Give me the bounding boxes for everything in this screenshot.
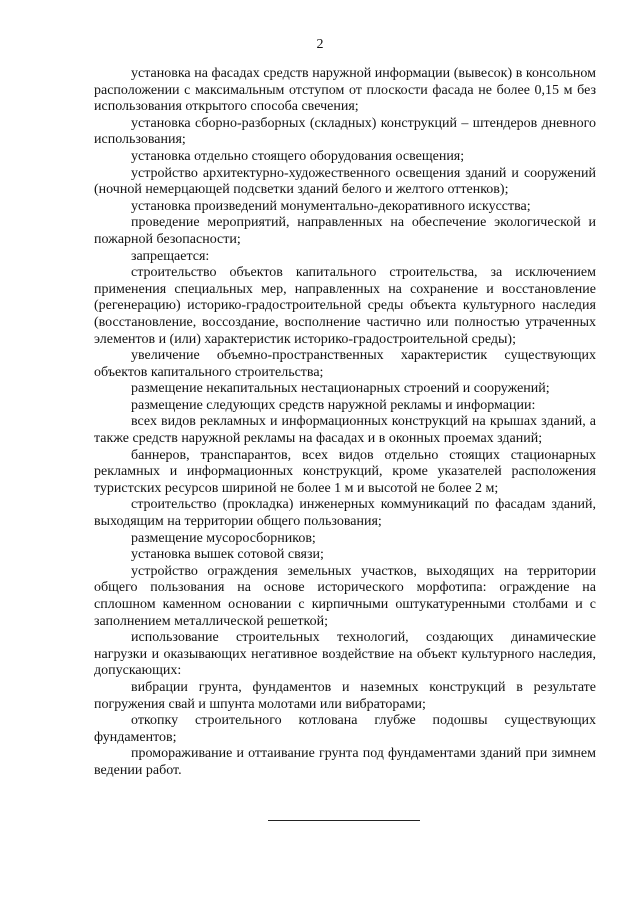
document-body: [94, 66, 596, 780]
paragraph: промораживание и оттаивание грунта под фундаментами зданий при зимнем ведении работ.: [94, 746, 596, 778]
paragraph: использование строительных технологий, создающих динамические нагрузки и оказывающих негативное воздействие на объект культурного наследия, допускающих:: [94, 630, 596, 679]
paragraph: откопку строительного котлована глубже подошвы существующих фундаментов;: [94, 713, 596, 745]
end-divider: [268, 820, 420, 821]
paragraph: устройство ограждения земельных участков, выходящих на территории общего пользования на основе исторического морфотипа: ограждение на сплошном каменном основании с кирпичными оштукатуренными столбами и с заполнением металлической решеткой;: [94, 563, 596, 629]
paragraph: размещение мусоросборников;: [131, 530, 316, 546]
paragraph: проведение мероприятий, направленных на обеспечение экологической и пожарной безопасности;: [94, 215, 596, 247]
paragraph: строительство объектов капитального строительства, за исключением применения специальных мер, направленных на сохранение и восстановление (регенерацию) историко-градостроительной среды объекта культурного наследия (восстановление, воссоздание, восполнение частично или полностью утраченных элементов и (или) характеристик историко-градостроительной среды);: [94, 265, 596, 347]
paragraph: размещение некапитальных нестационарных строений и сооружений;: [131, 381, 550, 397]
paragraph: установка вышек сотовой связи;: [131, 547, 324, 563]
paragraph: установка сборно-разборных (складных) конструкций – штендеров дневного использования;: [94, 115, 596, 148]
paragraph: баннеров, транспарантов, всех видов отдельно стоящих стационарных рекламных и информационных конструкций, кроме указателей расположения туристских ресурсов шириной не более 1 м и высотой не более 2 м;: [94, 447, 596, 496]
paragraph: всех видов рекламных и информационных конструкций на крышах зданий, а также средств наружной рекламы на фасадах и в оконных проемах зданий;: [94, 414, 596, 447]
paragraph: размещение следующих средств наружной рекламы и информации:: [131, 397, 536, 413]
paragraph-prohibited-heading: запрещается:: [131, 248, 210, 264]
paragraph: установка на фасадах средств наружной информации (вывесок) в консольном расположении с максимальным отступом от плоскости фасада не более 0,15 м без использования открытого способа свечения;: [94, 66, 596, 115]
paragraph: установка отдельно стоящего оборудования освещения;: [131, 148, 465, 164]
paragraph: устройство архитектурно-художественного освещения зданий и сооружений (ночной немерцающей подсветки зданий белого и желтого оттенков);: [94, 165, 596, 198]
paragraph: установка произведений монументально-декоративного искусства;: [131, 198, 531, 214]
page-number: 2: [316, 37, 324, 52]
paragraph: вибрации грунта, фундаментов и наземных конструкций в результате погружения свай и шпунта молотами или вибраторами;: [94, 679, 596, 712]
paragraph: увеличение объемно-пространственных характеристик существующих объектов капитального строительства;: [94, 348, 596, 380]
paragraph: строительство (прокладка) инженерных коммуникаций по фасадам зданий, выходящим на территории общего пользования;: [94, 497, 596, 530]
